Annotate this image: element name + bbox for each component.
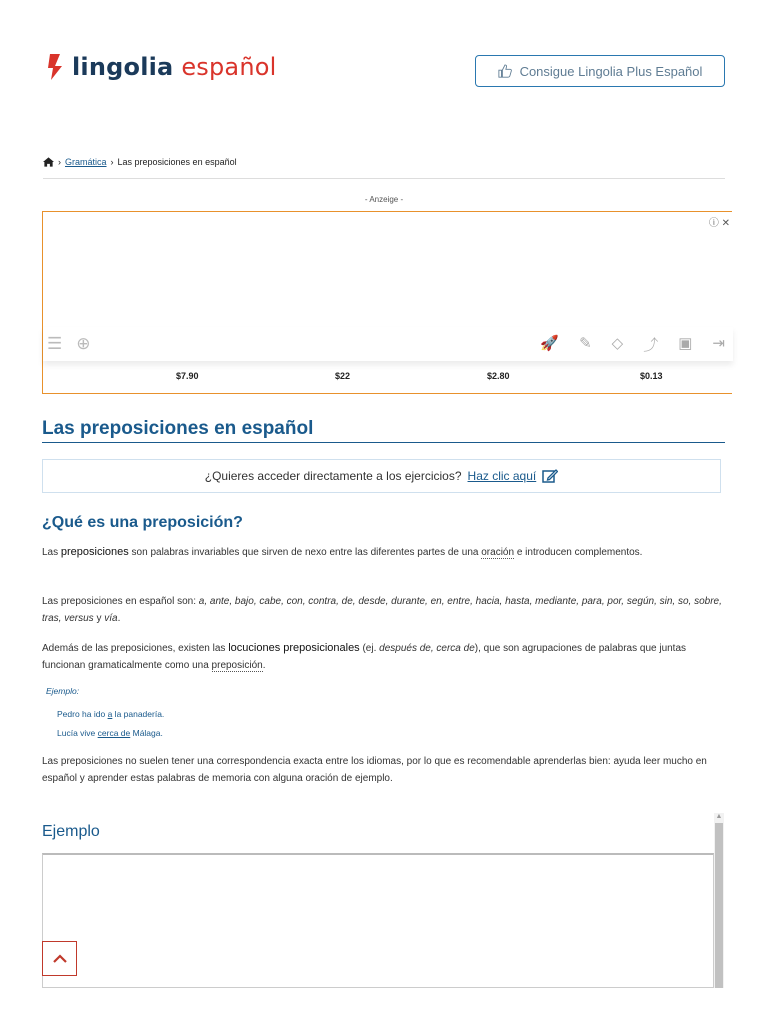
login-icon[interactable]: ⇥ (712, 334, 725, 352)
globe-icon[interactable]: ⊕ (76, 334, 91, 353)
scrollbar-thumb[interactable] (715, 823, 723, 988)
text: y (93, 613, 105, 624)
title-underline (42, 442, 725, 443)
logo-brand: lingolia (72, 53, 174, 81)
paragraph-locutions (42, 640, 726, 674)
text: la panadería. (112, 709, 165, 719)
breadcrumb-grammar-link[interactable]: Gramática (65, 157, 107, 167)
edit-icon[interactable] (542, 468, 558, 484)
ad-close-icon[interactable]: ⓘ ✕ (708, 218, 730, 229)
callout-text: ¿Quieres acceder directamente a los ejercicios? (204, 469, 462, 483)
lingolia-plus-button[interactable] (475, 55, 725, 87)
section-heading: ¿Qué es una preposición? (42, 514, 243, 531)
example-highlight: cerca de (97, 728, 131, 738)
rss-icon[interactable]: ▣ (678, 334, 693, 352)
ad-price[interactable]: $7.90 (176, 371, 199, 381)
shapes-icon[interactable]: ◇ (611, 334, 624, 352)
paragraph-list (42, 593, 726, 627)
term-locuciones: locuciones preposicionales (228, 642, 360, 654)
term-preposiciones: preposiciones (60, 546, 129, 558)
example-line (57, 709, 164, 719)
text: ), que son agrupaciones de palabras que juntas funcionan gramaticalmente como una (42, 643, 687, 671)
breadcrumb-current: Las preposiciones en español (117, 157, 237, 167)
text: Lucía vive (57, 728, 98, 738)
text: Las (42, 547, 61, 558)
paragraph-definition (42, 544, 726, 561)
logo-text (72, 53, 277, 81)
breadcrumb-separator: › (58, 157, 61, 167)
text: son palabras invariables que sirven de nexo entre las diferentes partes de una (128, 547, 482, 558)
ad-label: - Anzeige - (364, 195, 404, 204)
breadcrumb (43, 157, 237, 167)
exercises-link[interactable]: Haz clic aquí (467, 469, 537, 483)
advertisement[interactable] (42, 211, 732, 394)
ad-price[interactable]: $0.13 (640, 371, 663, 381)
text: Además de las preposiciones, existen las (42, 643, 229, 654)
chart-icon[interactable]: ⤴ (643, 336, 659, 354)
rocket-icon[interactable]: 🚀 (540, 334, 560, 352)
lingolia-logo-mark-icon (46, 52, 64, 82)
text: . (117, 613, 121, 624)
text: Las preposiciones en español son: (42, 596, 199, 607)
scrollbar[interactable] (714, 813, 724, 988)
glossary-link-oracion[interactable]: oración (481, 547, 515, 558)
back-to-top-button[interactable] (42, 941, 77, 976)
site-logo[interactable] (46, 52, 277, 82)
example-embed-frame[interactable] (42, 853, 714, 988)
text: (ej. (359, 643, 380, 654)
text: e introducen complementos. (514, 547, 643, 558)
home-icon[interactable] (43, 157, 54, 167)
menu-icon[interactable]: ☰ (47, 334, 63, 353)
lingolia-plus-label: Consigue Lingolia Plus Español (519, 63, 703, 79)
locution-examples: después de, cerca de (379, 643, 475, 654)
glossary-link-preposicion[interactable]: preposición (211, 660, 263, 671)
ad-toolbar (43, 327, 733, 361)
preposition-list: a, ante, bajo, cabe, con, contra, de, desde, durante, en, entre, hacia, hasta, mediante, para, por, según, sin, so, sobre, tras, versus (42, 596, 722, 624)
breadcrumb-separator: › (110, 157, 114, 167)
thumbs-up-icon (498, 64, 512, 78)
paragraph-advice: Las preposiciones no suelen tener una correspondencia exacta entre los idiomas, por lo que es recomendable aprenderlas bien: ayuda leer mucho en español y aprender estas palabras de memoria con alguna oración de ejemplo. (42, 756, 707, 784)
text: . (262, 660, 266, 671)
subsection-heading: Ejemplo (42, 823, 100, 840)
breadcrumb-divider (43, 178, 725, 179)
ad-price[interactable]: $22 (335, 371, 351, 381)
example-line (57, 728, 163, 738)
text: Pedro ha ido (57, 709, 108, 719)
page-title: Las preposiciones en español (42, 418, 314, 439)
preposition-last: vía (104, 613, 118, 624)
text: Málaga. (130, 728, 163, 738)
ad-price[interactable]: $2.80 (487, 371, 510, 381)
scroll-up-arrow-icon[interactable]: ▲ (715, 813, 723, 820)
logo-language: español (181, 53, 277, 81)
edit-icon[interactable]: ✎ (579, 334, 592, 352)
example-highlight: a (107, 709, 113, 719)
exercises-callout (42, 459, 721, 493)
chevron-up-icon (53, 954, 67, 963)
example-label: Ejemplo: (46, 686, 80, 696)
